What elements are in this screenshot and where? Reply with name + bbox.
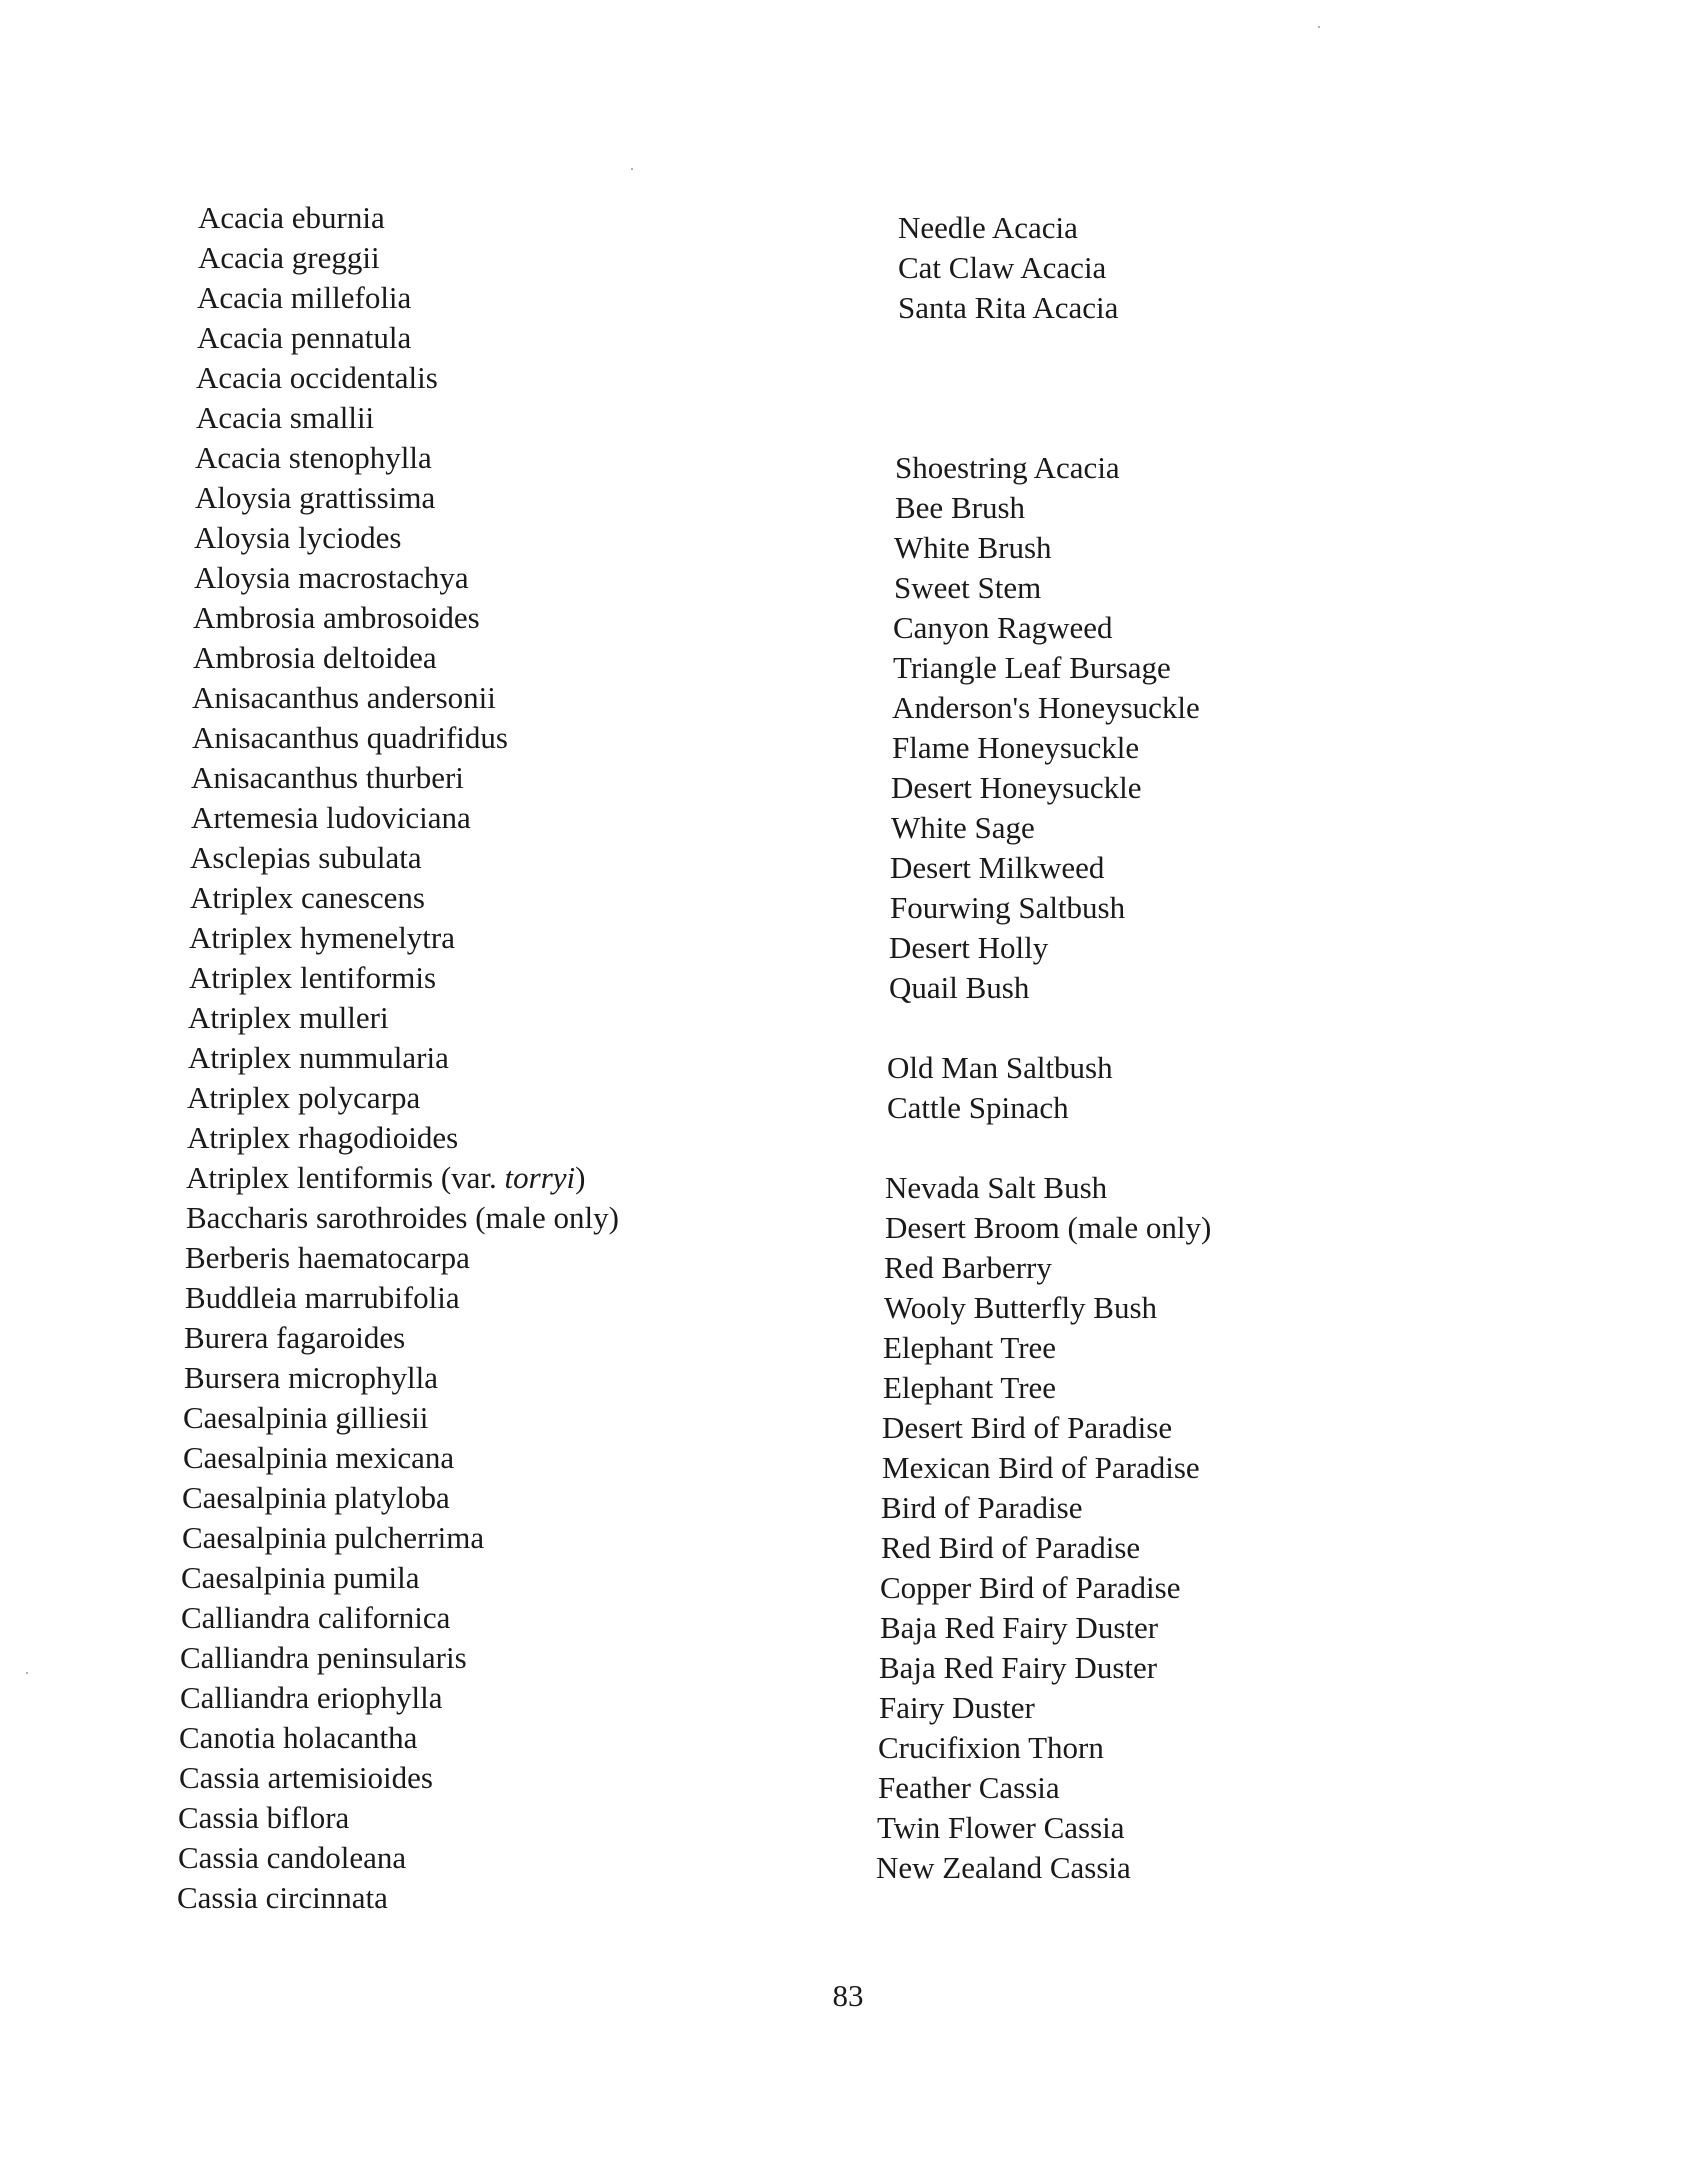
common-name: Fairy Duster xyxy=(879,1690,1035,1725)
common-name: Elephant Tree xyxy=(883,1330,1057,1365)
common-name: Elephant Tree xyxy=(883,1370,1057,1405)
scientific-name-variety xyxy=(186,1160,586,1196)
scientific-name: Burera fagaroides xyxy=(184,1320,406,1355)
scientific-name: Calliandra peninsularis xyxy=(180,1640,467,1675)
common-name: Sweet Stem xyxy=(894,570,1042,605)
scientific-name: Acacia pennatula xyxy=(197,320,412,355)
common-name: Cattle Spinach xyxy=(887,1090,1069,1125)
scientific-name: Atriplex polycarpa xyxy=(187,1080,421,1115)
scientific-name: Aloysia grattissima xyxy=(195,480,436,515)
scientific-name: Cassia candoleana xyxy=(178,1840,407,1875)
scientific-name: Ambrosia ambrosoides xyxy=(193,600,480,635)
common-name: Red Barberry xyxy=(884,1250,1052,1285)
common-name: Desert Milkweed xyxy=(890,850,1105,885)
scientific-name: Atriplex lentiformis (var. xyxy=(186,1160,505,1195)
common-name: Copper Bird of Paradise xyxy=(880,1570,1181,1605)
common-name: Bird of Paradise xyxy=(881,1490,1083,1525)
common-name: Cat Claw Acacia xyxy=(898,250,1107,285)
scientific-name: Calliandra eriophylla xyxy=(180,1680,443,1715)
common-name: Santa Rita Acacia xyxy=(898,290,1119,325)
common-name: Quail Bush xyxy=(889,970,1030,1005)
scientific-name: Buddleia marrubifolia xyxy=(185,1280,460,1315)
scientific-name: Acacia millefolia xyxy=(197,280,412,315)
scan-speck xyxy=(1318,26,1320,28)
scientific-name: Caesalpinia platyloba xyxy=(182,1480,450,1515)
scientific-name: Aloysia lyciodes xyxy=(194,520,402,555)
scientific-name: Acacia stenophylla xyxy=(195,440,432,475)
scan-speck xyxy=(631,168,633,170)
scientific-name: Cassia artemisioides xyxy=(179,1760,433,1795)
scientific-name: Cassia biflora xyxy=(178,1800,350,1835)
scientific-name: Caesalpinia pumila xyxy=(181,1560,420,1595)
scientific-name: Baccharis sarothroides (male only) xyxy=(186,1200,619,1235)
common-name: Wooly Butterfly Bush xyxy=(884,1290,1158,1325)
common-name: Needle Acacia xyxy=(898,210,1078,245)
scientific-name: Berberis haematocarpa xyxy=(185,1240,470,1275)
common-name: Desert Honeysuckle xyxy=(891,770,1142,805)
page-number: 83 xyxy=(832,1978,864,2013)
scientific-name: Acacia greggii xyxy=(198,240,380,275)
scientific-name: Canotia holacantha xyxy=(179,1720,418,1755)
scientific-name: Acacia occidentalis xyxy=(196,360,438,395)
common-name: Fourwing Saltbush xyxy=(890,890,1126,925)
variety-close: ) xyxy=(575,1160,586,1195)
scientific-name: Acacia eburnia xyxy=(198,200,385,235)
common-name: Anderson's Honeysuckle xyxy=(892,690,1200,725)
common-name: Baja Red Fairy Duster xyxy=(879,1650,1158,1685)
scientific-name: Anisacanthus thurberi xyxy=(191,760,464,795)
scientific-name: Anisacanthus andersonii xyxy=(192,680,496,715)
common-name: Desert Bird of Paradise xyxy=(882,1410,1173,1445)
common-name: Mexican Bird of Paradise xyxy=(882,1450,1200,1485)
scientific-name: Atriplex lentiformis xyxy=(189,960,437,995)
scientific-name: Caesalpinia gilliesii xyxy=(183,1400,429,1435)
scientific-name: Caesalpinia mexicana xyxy=(183,1440,455,1475)
common-name: Flame Honeysuckle xyxy=(892,730,1140,765)
common-name: Crucifixion Thorn xyxy=(878,1730,1104,1765)
scientific-name: Atriplex nummularia xyxy=(188,1040,449,1075)
scientific-name: Atriplex canescens xyxy=(190,880,425,915)
common-name: Triangle Leaf Bursage xyxy=(893,650,1171,685)
common-name: Desert Holly xyxy=(889,930,1049,965)
common-name: Bee Brush xyxy=(895,490,1026,525)
scientific-name: Cassia circinnata xyxy=(177,1880,388,1915)
common-name: Twin Flower Cassia xyxy=(877,1810,1125,1845)
scientific-name: Atriplex mulleri xyxy=(188,1000,389,1035)
common-name: Desert Broom (male only) xyxy=(885,1210,1212,1245)
common-name: Canyon Ragweed xyxy=(893,610,1113,645)
variety-name-italic: torryi xyxy=(504,1160,576,1195)
scientific-name: Atriplex hymenelytra xyxy=(189,920,455,955)
common-name: Shoestring Acacia xyxy=(895,450,1120,485)
common-name: White Brush xyxy=(894,530,1052,565)
common-name: Old Man Saltbush xyxy=(887,1050,1113,1085)
common-name: New Zealand Cassia xyxy=(876,1850,1131,1885)
scientific-name: Atriplex rhagodioides xyxy=(187,1120,459,1155)
scientific-name: Bursera microphylla xyxy=(184,1360,438,1395)
scientific-name: Asclepias subulata xyxy=(190,840,422,875)
scientific-name: Calliandra californica xyxy=(181,1600,451,1635)
scientific-name: Artemesia ludoviciana xyxy=(191,800,471,835)
common-name: Feather Cassia xyxy=(878,1770,1060,1805)
scientific-name: Ambrosia deltoidea xyxy=(193,640,437,675)
scientific-name: Caesalpinia pulcherrima xyxy=(182,1520,485,1555)
common-name: White Sage xyxy=(891,810,1035,845)
scientific-name: Anisacanthus quadrifidus xyxy=(192,720,508,755)
common-name: Nevada Salt Bush xyxy=(885,1170,1108,1205)
scientific-name: Aloysia macrostachya xyxy=(194,560,469,595)
scan-speck xyxy=(26,1672,28,1674)
scientific-name: Acacia smallii xyxy=(196,400,375,435)
common-name: Baja Red Fairy Duster xyxy=(880,1610,1159,1645)
common-name: Red Bird of Paradise xyxy=(881,1530,1141,1565)
